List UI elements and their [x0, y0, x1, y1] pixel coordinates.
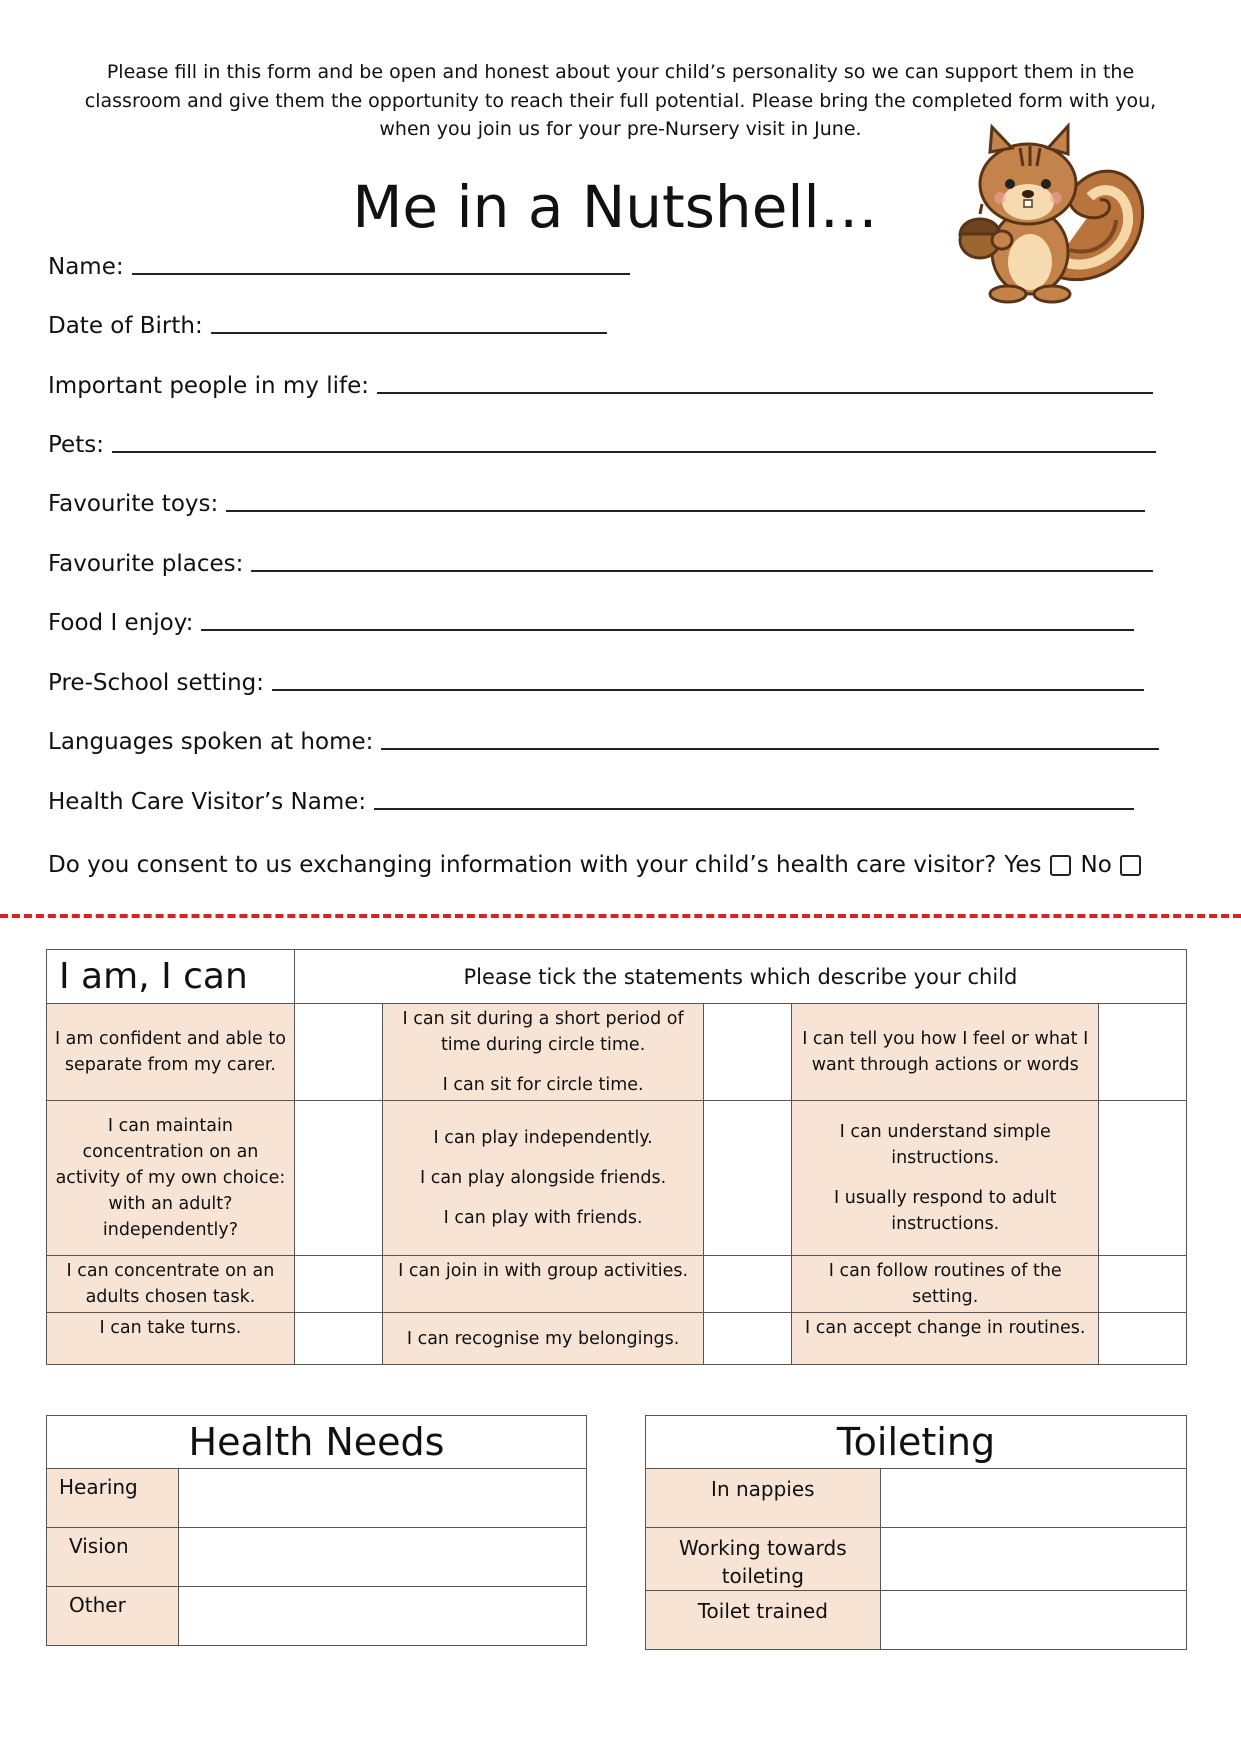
page-title: Me in a Nutshell…	[352, 173, 878, 241]
tick-box[interactable]	[1099, 1313, 1187, 1365]
hcv-label: Health Care Visitor’s Name:	[48, 789, 367, 815]
name-field[interactable]	[48, 248, 630, 282]
statement-play	[382, 1101, 704, 1256]
statement-group-activities: I can join in with group activities.	[382, 1256, 704, 1313]
dob-field[interactable]	[48, 307, 607, 341]
languages-field[interactable]	[48, 723, 1159, 757]
statement-respond-adult: I usually respond to adult instructions.	[834, 1188, 1057, 1234]
tick-box[interactable]	[704, 1004, 792, 1101]
toys-line[interactable]	[226, 504, 1145, 512]
consent-yes-label: Yes	[1004, 852, 1042, 878]
statement-instructions	[792, 1101, 1099, 1256]
tick-box[interactable]	[704, 1256, 792, 1313]
preschool-line[interactable]	[272, 683, 1144, 691]
statement-tell-feelings: I can tell you how I feel or what I want through actions or words	[792, 1004, 1099, 1101]
squirrel-illustration	[930, 122, 1150, 322]
toilet-trained-label: Toilet trained	[646, 1591, 881, 1650]
places-field[interactable]	[48, 545, 1153, 579]
tick-box[interactable]	[294, 1256, 382, 1313]
hcv-field[interactable]	[48, 783, 1134, 817]
statement-belongings: I can recognise my belongings.	[382, 1313, 704, 1365]
statement-confident: I am confident and able to separate from my carer.	[47, 1004, 295, 1101]
people-label: Important people in my life:	[48, 373, 369, 399]
toileting-table	[645, 1415, 1187, 1650]
vision-label: Vision	[47, 1528, 179, 1587]
health-needs-title: Health Needs	[47, 1416, 587, 1469]
pets-field[interactable]	[48, 426, 1156, 460]
statement-circle-time	[382, 1004, 704, 1101]
statement-play-independently: I can play independently.	[433, 1128, 653, 1148]
tick-box[interactable]	[1099, 1256, 1187, 1313]
statement-sit-circle: I can sit for circle time.	[442, 1075, 644, 1095]
statement-accept-change: I can accept change in routines.	[792, 1313, 1099, 1365]
statement-play-alongside: I can play alongside friends.	[420, 1168, 667, 1188]
health-needs-table	[46, 1415, 587, 1646]
tick-box[interactable]	[704, 1101, 792, 1256]
toys-label: Favourite toys:	[48, 491, 219, 517]
iam-title: I am, I can	[47, 950, 295, 1004]
statement-understand-instructions: I can understand simple instructions.	[839, 1122, 1051, 1168]
toileting-title: Toileting	[646, 1416, 1187, 1469]
statement-take-turns: I can take turns.	[47, 1313, 295, 1365]
statement-independently: independently?	[102, 1220, 238, 1240]
tick-box[interactable]	[294, 1004, 382, 1101]
dashed-divider	[0, 914, 1241, 918]
languages-label: Languages spoken at home:	[48, 729, 374, 755]
places-label: Favourite places:	[48, 551, 244, 577]
food-line[interactable]	[201, 623, 1134, 631]
vision-input[interactable]	[178, 1528, 586, 1587]
working-towards-label: Working towards toileting	[646, 1528, 881, 1591]
pets-line[interactable]	[112, 445, 1156, 453]
intro-text: Please fill in this form and be open and honest about your child’s personality so we can support them in the classroom and give them the opportunity to reach their full potential. Please bring the completed form with you, when you join us for your pre-Nursery visit in June.	[84, 61, 1157, 140]
working-towards-input[interactable]	[880, 1528, 1186, 1591]
tick-box[interactable]	[294, 1313, 382, 1365]
pets-label: Pets:	[48, 432, 104, 458]
statement-with-adult: with an adult?	[108, 1194, 233, 1214]
consent-no-checkbox[interactable]	[1120, 855, 1141, 876]
name-line[interactable]	[132, 267, 630, 275]
other-label: Other	[47, 1587, 179, 1646]
consent-text: Do you consent to us exchanging information with your child’s health care visitor?	[48, 852, 997, 878]
tick-box[interactable]	[1099, 1101, 1187, 1256]
dob-line[interactable]	[211, 326, 607, 334]
food-label: Food I enjoy:	[48, 610, 194, 636]
name-label: Name:	[48, 254, 124, 280]
consent-yes-checkbox[interactable]	[1050, 855, 1071, 876]
hearing-label: Hearing	[47, 1469, 179, 1528]
hearing-input[interactable]	[178, 1469, 586, 1528]
other-input[interactable]	[178, 1587, 586, 1646]
hcv-line[interactable]	[374, 802, 1134, 810]
statement-concentrate-task: I can concentrate on an adults chosen task.	[47, 1256, 295, 1313]
tick-box[interactable]	[294, 1101, 382, 1256]
statement-sit-short: I can sit during a short period of time during circle time.	[402, 1009, 684, 1055]
food-field[interactable]	[48, 604, 1134, 638]
statement-concentration-main: I can maintain concentration on an activity of my own choice:	[55, 1116, 286, 1188]
statement-play-with-friends: I can play with friends.	[443, 1208, 643, 1228]
consent-no-label: No	[1080, 852, 1112, 878]
iam-instruction: Please tick the statements which describe your child	[294, 950, 1186, 1004]
consent-question	[48, 852, 1151, 878]
statement-follow-routines: I can follow routines of the setting.	[792, 1256, 1099, 1313]
languages-line[interactable]	[381, 742, 1159, 750]
i-am-i-can-table	[46, 949, 1187, 1365]
in-nappies-label: In nappies	[646, 1469, 881, 1528]
places-line[interactable]	[251, 564, 1153, 572]
toilet-trained-input[interactable]	[880, 1591, 1186, 1650]
preschool-field[interactable]	[48, 664, 1144, 698]
people-field[interactable]	[48, 367, 1153, 401]
in-nappies-input[interactable]	[880, 1469, 1186, 1528]
tick-box[interactable]	[1099, 1004, 1187, 1101]
statement-concentration	[47, 1101, 295, 1256]
dob-label: Date of Birth:	[48, 313, 203, 339]
toys-field[interactable]	[48, 485, 1145, 519]
people-line[interactable]	[377, 386, 1153, 394]
tick-box[interactable]	[704, 1313, 792, 1365]
preschool-label: Pre-School setting:	[48, 670, 265, 696]
